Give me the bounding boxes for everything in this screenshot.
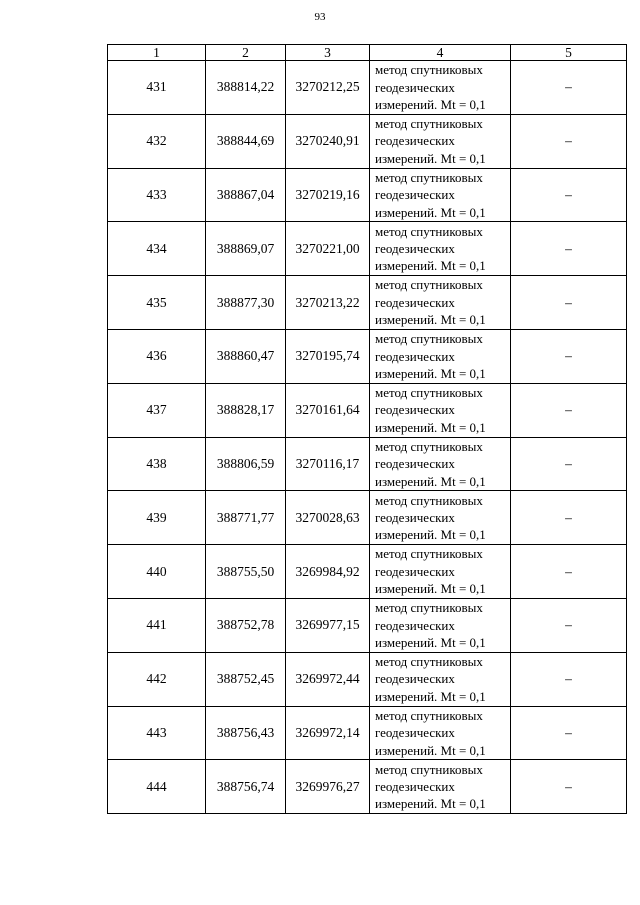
table-header-row [108, 45, 627, 61]
table-row [108, 276, 627, 330]
method-line: метод спутниковых [375, 116, 483, 132]
point-number-cell: 444 [108, 760, 206, 814]
method-line: геодезических [375, 456, 455, 472]
table-row [108, 760, 627, 814]
column-header-4: 4 [370, 45, 511, 61]
table-row [108, 437, 627, 491]
method-cell [370, 276, 511, 330]
x-coordinate-cell: 388828,17 [206, 383, 286, 437]
point-number-cell: 435 [108, 276, 206, 330]
method-line: геодезических [375, 294, 455, 310]
method-line: геодезических [375, 348, 455, 364]
method-line: метод спутниковых [375, 761, 483, 777]
method-line: измерений. Mt = 0,1 [375, 204, 486, 220]
page-number: 93 [314, 11, 326, 23]
method-line: измерений. Mt = 0,1 [375, 581, 486, 597]
x-coordinate-cell: 388869,07 [206, 222, 286, 276]
table-row [108, 652, 627, 706]
point-number-cell: 442 [108, 652, 206, 706]
table-row [108, 706, 627, 760]
y-coordinate-cell: 3270212,25 [286, 61, 370, 115]
column-header-3: 3 [286, 45, 370, 61]
method-cell [370, 706, 511, 760]
method-cell [370, 652, 511, 706]
note-cell: – [511, 383, 627, 437]
note-cell: – [511, 329, 627, 383]
y-coordinate-cell: 3270213,22 [286, 276, 370, 330]
note-cell: – [511, 598, 627, 652]
x-coordinate-cell: 388814,22 [206, 61, 286, 115]
method-line: измерений. Mt = 0,1 [375, 97, 486, 113]
note-cell: – [511, 706, 627, 760]
method-line: метод спутниковых [375, 277, 483, 293]
method-cell [370, 383, 511, 437]
method-cell [370, 329, 511, 383]
method-cell [370, 545, 511, 599]
method-line: метод спутниковых [375, 492, 483, 508]
note-cell: – [511, 114, 627, 168]
note-cell: – [511, 276, 627, 330]
method-line: геодезических [375, 241, 455, 257]
method-line: геодезических [375, 510, 455, 526]
point-number-cell: 440 [108, 545, 206, 599]
method-line: геодезических [375, 133, 455, 149]
y-coordinate-cell: 3270240,91 [286, 114, 370, 168]
table-body [108, 61, 627, 814]
table-row [108, 61, 627, 115]
x-coordinate-cell: 388844,69 [206, 114, 286, 168]
y-coordinate-cell: 3269972,44 [286, 652, 370, 706]
x-coordinate-cell: 388771,77 [206, 491, 286, 545]
method-cell [370, 491, 511, 545]
method-line: измерений. Mt = 0,1 [375, 366, 486, 382]
point-number-cell: 436 [108, 329, 206, 383]
note-cell: – [511, 491, 627, 545]
method-cell [370, 437, 511, 491]
y-coordinate-cell: 3270195,74 [286, 329, 370, 383]
point-number-cell: 439 [108, 491, 206, 545]
method-line: геодезических [375, 617, 455, 633]
y-coordinate-cell: 3269972,14 [286, 706, 370, 760]
method-line: геодезических [375, 725, 455, 741]
point-number-cell: 432 [108, 114, 206, 168]
x-coordinate-cell: 388752,78 [206, 598, 286, 652]
y-coordinate-cell: 3269976,27 [286, 760, 370, 814]
method-cell [370, 168, 511, 222]
note-cell: – [511, 168, 627, 222]
method-line: измерений. Mt = 0,1 [375, 742, 486, 758]
y-coordinate-cell: 3269977,15 [286, 598, 370, 652]
table-row [108, 491, 627, 545]
table-row [108, 545, 627, 599]
table-row [108, 329, 627, 383]
x-coordinate-cell: 388752,45 [206, 652, 286, 706]
method-cell [370, 598, 511, 652]
y-coordinate-cell: 3270219,16 [286, 168, 370, 222]
point-number-cell: 438 [108, 437, 206, 491]
note-cell: – [511, 652, 627, 706]
method-line: метод спутниковых [375, 169, 483, 185]
column-header-1: 1 [108, 45, 206, 61]
point-number-cell: 437 [108, 383, 206, 437]
table-row [108, 222, 627, 276]
method-line: метод спутниковых [375, 438, 483, 454]
method-line: измерений. Mt = 0,1 [375, 527, 486, 543]
method-line: измерений. Mt = 0,1 [375, 258, 486, 274]
method-line: измерений. Mt = 0,1 [375, 419, 486, 435]
y-coordinate-cell: 3270028,63 [286, 491, 370, 545]
table-row [108, 383, 627, 437]
point-number-cell: 443 [108, 706, 206, 760]
column-header-2: 2 [206, 45, 286, 61]
coordinates-table [107, 44, 627, 814]
y-coordinate-cell: 3270116,17 [286, 437, 370, 491]
method-line: метод спутниковых [375, 546, 483, 562]
column-header-5: 5 [511, 45, 627, 61]
x-coordinate-cell: 388755,50 [206, 545, 286, 599]
point-number-cell: 433 [108, 168, 206, 222]
method-cell [370, 760, 511, 814]
method-line: метод спутниковых [375, 654, 483, 670]
method-line: геодезических [375, 671, 455, 687]
method-line: метод спутниковых [375, 385, 483, 401]
method-line: измерений. Mt = 0,1 [375, 796, 486, 812]
y-coordinate-cell: 3269984,92 [286, 545, 370, 599]
method-cell [370, 61, 511, 115]
note-cell: – [511, 222, 627, 276]
y-coordinate-cell: 3270161,64 [286, 383, 370, 437]
note-cell: – [511, 760, 627, 814]
method-line: геодезических [375, 187, 455, 203]
method-line: метод спутниковых [375, 707, 483, 723]
x-coordinate-cell: 388877,30 [206, 276, 286, 330]
x-coordinate-cell: 388867,04 [206, 168, 286, 222]
method-line: геодезических [375, 79, 455, 95]
x-coordinate-cell: 388860,47 [206, 329, 286, 383]
method-cell [370, 222, 511, 276]
method-line: метод спутниковых [375, 331, 483, 347]
point-number-cell: 434 [108, 222, 206, 276]
method-line: измерений. Mt = 0,1 [375, 312, 486, 328]
y-coordinate-cell: 3270221,00 [286, 222, 370, 276]
x-coordinate-cell: 388756,74 [206, 760, 286, 814]
x-coordinate-cell: 388756,43 [206, 706, 286, 760]
point-number-cell: 431 [108, 61, 206, 115]
table-row [108, 114, 627, 168]
note-cell: – [511, 545, 627, 599]
method-line: измерений. Mt = 0,1 [375, 688, 486, 704]
table-row [108, 598, 627, 652]
method-line: измерений. Mt = 0,1 [375, 150, 486, 166]
method-line: геодезических [375, 402, 455, 418]
method-line: геодезических [375, 563, 455, 579]
note-cell: – [511, 61, 627, 115]
method-cell [370, 114, 511, 168]
note-cell: – [511, 437, 627, 491]
table-row [108, 168, 627, 222]
x-coordinate-cell: 388806,59 [206, 437, 286, 491]
method-line: метод спутниковых [375, 223, 483, 239]
method-line: измерений. Mt = 0,1 [375, 635, 486, 651]
method-line: метод спутниковых [375, 62, 483, 78]
point-number-cell: 441 [108, 598, 206, 652]
method-line: измерений. Mt = 0,1 [375, 473, 486, 489]
method-line: геодезических [375, 779, 455, 795]
method-line: метод спутниковых [375, 600, 483, 616]
